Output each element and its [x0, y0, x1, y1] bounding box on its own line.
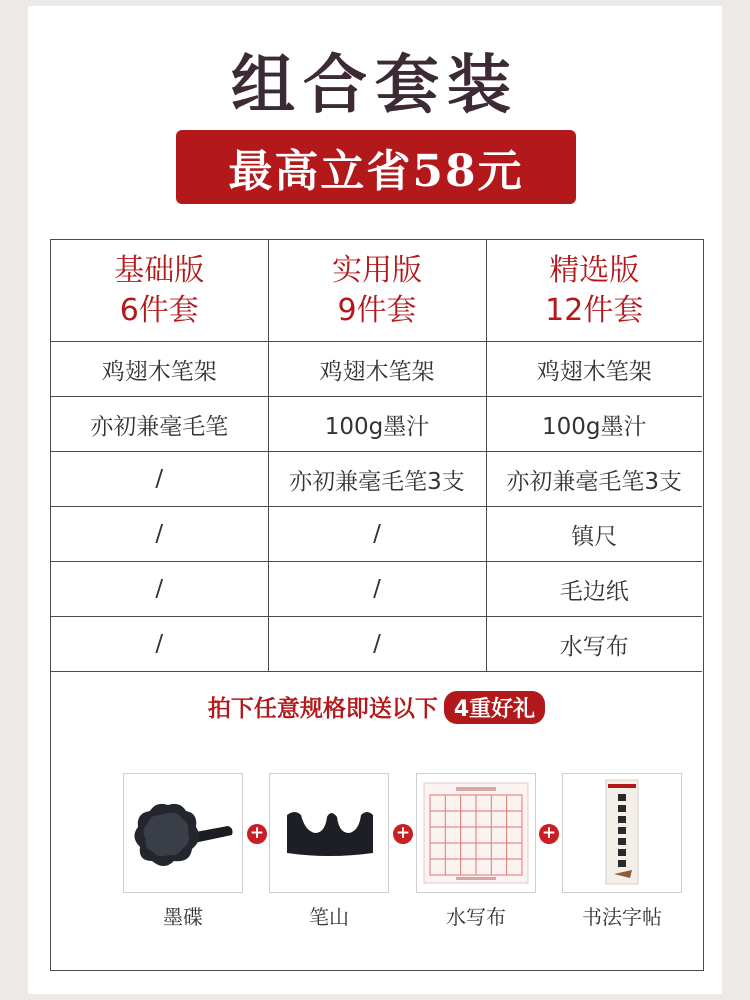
- column-premium[interactable]: [486, 240, 702, 342]
- table-row: [51, 342, 702, 397]
- brush-rest-icon: [279, 803, 379, 863]
- table-cell: /: [268, 562, 486, 617]
- table-row: [51, 507, 702, 562]
- table-cell: 100g墨汁: [268, 397, 486, 452]
- table-cell: 鸡翅木笔架: [51, 342, 268, 397]
- gift-label: 墨碟: [163, 905, 203, 929]
- ink-dish-icon: [128, 793, 238, 873]
- table-row: [51, 397, 702, 452]
- calligraphy-copybook-icon: [592, 778, 652, 888]
- gift-item-ink-dish[interactable]: [123, 773, 243, 893]
- table-cell: /: [51, 562, 268, 617]
- table-cell: 鸡翅木笔架: [486, 342, 702, 397]
- table-cell: /: [268, 617, 486, 672]
- table-cell: 亦初兼毫毛笔3支: [486, 452, 702, 507]
- table-row: [51, 452, 702, 507]
- gift-label: 书法字帖: [582, 905, 662, 929]
- table-cell: /: [51, 452, 268, 507]
- table-cell: 鸡翅木笔架: [268, 342, 486, 397]
- column-basic[interactable]: [51, 240, 268, 342]
- comparison-table: [51, 240, 702, 672]
- column-count: 9件套: [337, 292, 417, 328]
- gift-badge: 4重好礼: [444, 691, 545, 724]
- gift-offer-text: 拍下任意规格即送以下: [207, 696, 438, 722]
- gift-offer: [51, 690, 702, 724]
- column-count: 6件套: [119, 292, 199, 328]
- column-count: 12件套: [545, 292, 644, 328]
- promo-text: 最高立省58元: [228, 146, 524, 197]
- product-page: [28, 6, 722, 994]
- table-cell: 亦初兼毫毛笔: [51, 397, 268, 452]
- comparison-frame: [50, 239, 704, 971]
- water-writing-cloth-icon: [420, 779, 532, 887]
- table-header-row: [51, 240, 702, 342]
- table-cell: 100g墨汁: [486, 397, 702, 452]
- gift-item-brush-rest[interactable]: [269, 773, 389, 893]
- gift-label: 水写布: [446, 905, 506, 929]
- table-cell: 水写布: [486, 617, 702, 672]
- table-cell: /: [268, 507, 486, 562]
- table-cell: 镇尺: [486, 507, 702, 562]
- table-row: [51, 617, 702, 672]
- column-name: 精选版: [549, 252, 640, 288]
- gift-item-copybook[interactable]: [562, 773, 682, 893]
- plus-icon: +: [393, 824, 413, 844]
- gift-item-water-cloth[interactable]: [416, 773, 536, 893]
- table-cell: 亦初兼毫毛笔3支: [268, 452, 486, 507]
- column-name: 实用版: [332, 252, 422, 288]
- column-name: 基础版: [114, 252, 205, 288]
- promo-banner: [176, 130, 576, 204]
- page-title: 组合套装: [231, 48, 519, 123]
- plus-icon: +: [539, 824, 559, 844]
- column-practical[interactable]: [268, 240, 486, 342]
- table-cell: /: [51, 617, 268, 672]
- plus-icon: +: [247, 824, 267, 844]
- table-cell: /: [51, 507, 268, 562]
- gift-label: 笔山: [309, 905, 349, 929]
- table-cell: 毛边纸: [486, 562, 702, 617]
- table-row: [51, 562, 702, 617]
